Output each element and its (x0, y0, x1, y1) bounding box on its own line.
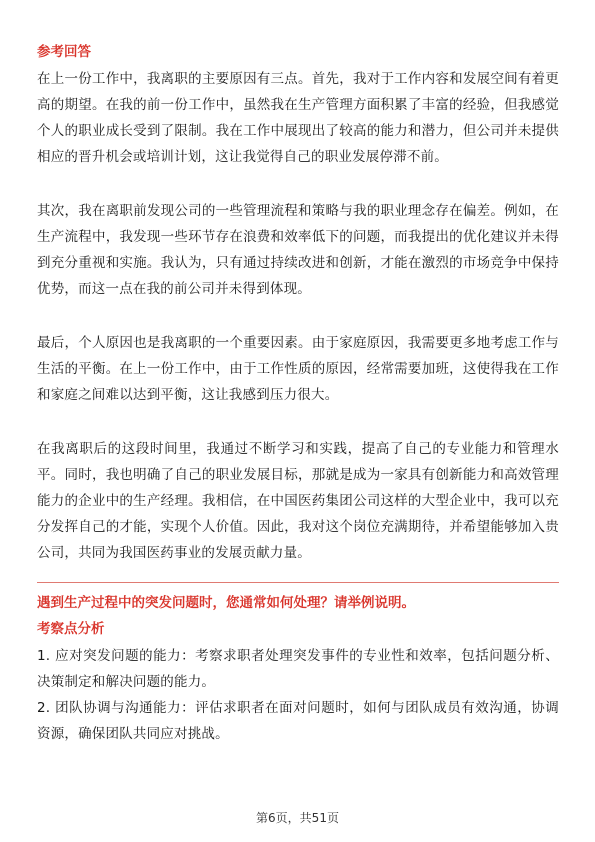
document-page (37, 42, 559, 747)
page-number-footer: 第6页，共51页 (256, 811, 339, 825)
answer-paragraph-1: 在上一份工作中，我离职的主要原因有三点。首先，我对于工作内容和发展空间有着更高的期望。在我的前一份工作中，虽然我在生产管理方面积累了丰富的经验，但我感觉个人的职业成长受到了限制。我在工作中展现出了较高的能力和潜力，但公司并未提供相应的晋升机会或培训计划，这让我觉得自己的职业发展停滞不前。 (37, 71, 559, 165)
answer-paragraph-3: 最后，个人原因也是我离职的一个重要因素。由于家庭原因，我需要更多地考虑工作与生活的平衡。在上一份工作中，由于工作性质的原因，经常需要加班，这使得我在工作和家庭之间难以达到平衡，这让我感到压力很大。 (37, 335, 559, 403)
analysis-heading: 考察点分析 (37, 621, 105, 637)
analysis-item-2: 2. 团队协调与沟通能力：评估求职者在面对问题时，如何与团队成员有效沟通，协调资源，确保团队共同应对挑战。 (37, 700, 559, 742)
answer-paragraph-4: 在我离职后的这段时间里，我通过不断学习和实践，提高了自己的专业能力和管理水平。同时，我也明确了自己的职业发展目标，那就是成为一家具有创新能力和高效管理能力的企业中的生产经理。我相信，在中国医药集团公司这样的大型企业中，我可以充分发挥自己的才能，实现个人价值。因此，我对这个岗位充满期待，并希望能够加入贵公司，共同为我国医药事业的发展贡献力量。 (37, 441, 559, 561)
answer-paragraph-2: 其次，我在离职前发现公司的一些管理流程和策略与我的职业理念存在偏差。例如，在生产流程中，我发现一些环节存在浪费和效率低下的问题，而我提出的优化建议并未得到充分重视和实施。我认为，只有通过持续改进和创新，才能在激烈的市场竞争中保持优势，而这一点在我的前公司并未得到体现。 (37, 203, 559, 297)
interview-question: 遇到生产过程中的突发问题时，您通常如何处理？请举例说明。 (37, 595, 415, 611)
analysis-item-1: 1. 应对突发问题的能力：考察求职者处理突发事件的专业性和效率，包括问题分析、决策制定和解决问题的能力。 (37, 648, 559, 690)
answer-heading: 参考回答 (37, 44, 91, 60)
section-divider (37, 582, 559, 583)
